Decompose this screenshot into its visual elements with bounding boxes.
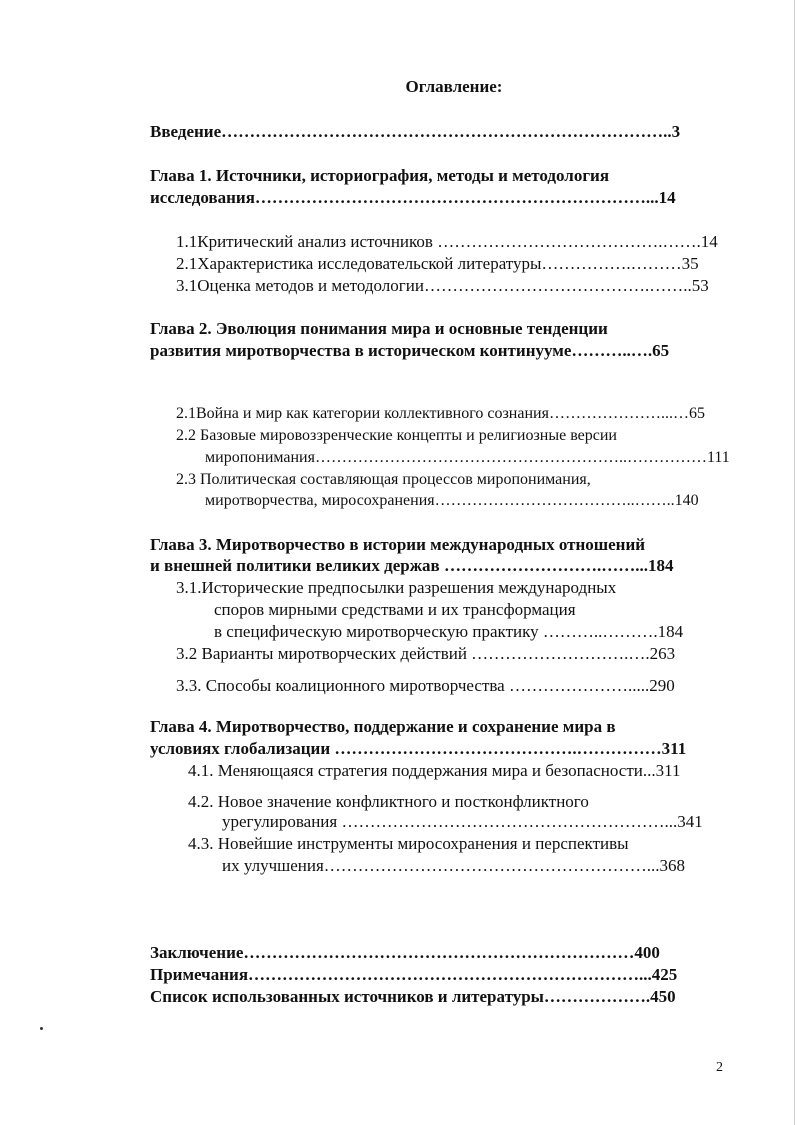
toc-section-2-1: 2.1Характеристика исследовательской литературы…………….………35 (176, 254, 699, 273)
page-number: 2 (716, 1060, 723, 1075)
toc-entry-introduction: Введение……………………………………………………………………..3 (150, 122, 681, 141)
toc-chapter-3-title-cont: и внешней политики великих держав ……………………….……...184 (150, 556, 674, 575)
toc-title: Оглавление: (405, 77, 503, 96)
toc-section-4-2-cont: урегулирования …………………………………………………...341 (222, 812, 703, 831)
toc-chapter-2-title: Глава 2. Эволюция понимания мира и основные тенденции (150, 319, 608, 338)
toc-section-3-2: 3.2 Варианты миротворческих действий ……………………….….263 (176, 644, 676, 663)
toc-section-4-1: 4.1. Меняющаяся стратегия поддержания мира и безопасности...311 (188, 761, 681, 780)
toc-section-3-1-historical: 3.1.Исторические предпосылки разрешения международных (176, 578, 617, 597)
toc-chapter-1-title: Глава 1. Источники, историография, методы и методология (150, 166, 610, 185)
toc-section-2-3-cont: миротворчества, миросохранения………………………………..……..140 (205, 492, 699, 509)
toc-chapter-4-title-cont: условиях глобализации …………………………………….……………311 (150, 739, 687, 758)
toc-section-2-2-cont: миропонимания…………………………………………………..……………111 (205, 449, 730, 466)
toc-entry-notes: Примечания……………………………………………………………...425 (150, 965, 678, 984)
toc-chapter-4-title: Глава 4. Миротворчество, поддержание и сохранение мира в (150, 717, 616, 736)
stray-dot (40, 1027, 43, 1030)
toc-entry-sources: Список использованных источников и литературы……………….450 (150, 987, 676, 1006)
toc-section-3-1-cont: споров мирными средствами и их трансформация (214, 600, 576, 619)
toc-entry-conclusion: Заключение……………………………………………………………400 (150, 943, 660, 962)
toc-section-1-1: 1.1Критический анализ источников ………………………………….…….14 (176, 232, 718, 251)
toc-section-2-3: 2.3 Политическая составляющая процессов миропонимания, (176, 471, 591, 488)
toc-chapter-2-title-cont: развития миротворчества в историческом континууме………..….65 (150, 341, 670, 360)
toc-chapter-3-title: Глава 3. Миротворчество в истории международных отношений (150, 535, 646, 554)
toc-section-4-3-cont: их улучшения…………………………………………………...368 (222, 856, 686, 875)
toc-chapter-1-title-cont: исследования……………………………………………………………...14 (150, 188, 676, 207)
toc-section-4-3: 4.3. Новейшие инструменты миросохранения и перспективы (188, 834, 629, 853)
toc-section-4-2: 4.2. Новое значение конфликтного и постконфликтного (188, 792, 589, 811)
toc-section-2-1-war-peace: 2.1Война и мир как категории коллективного сознания…………………...…65 (176, 405, 705, 422)
toc-section-2-2: 2.2 Базовые мировоззренческие концепты и религиозные версии (176, 427, 617, 444)
page-edge-line (794, 0, 795, 1125)
toc-section-3-3: 3.3. Способы коалиционного миротворчества ………………….....290 (176, 676, 675, 695)
toc-section-3-1: 3.1Оценка методов и методологии………………………………….……..53 (176, 276, 709, 295)
toc-section-3-1-cont-2: в специфическую миротворческую практику ………..……….184 (214, 622, 684, 641)
